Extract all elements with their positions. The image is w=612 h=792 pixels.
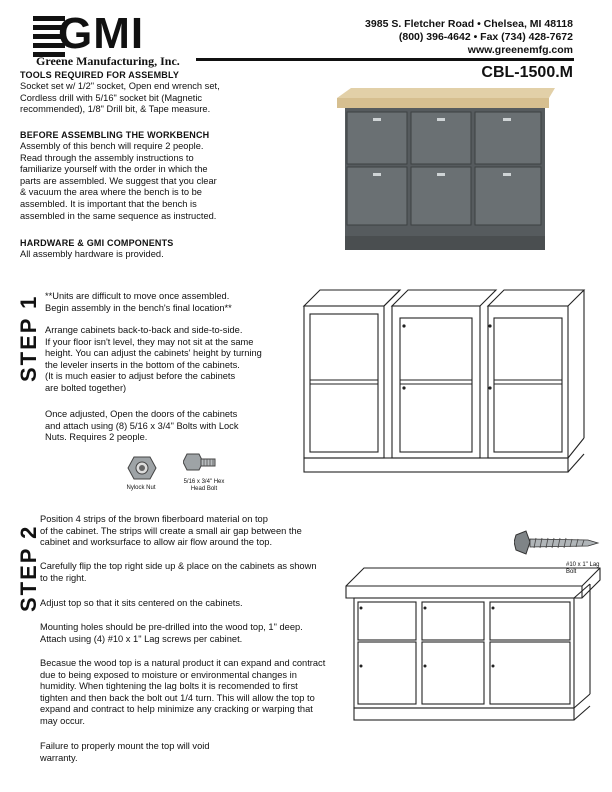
step2-p5: Becasue the wood top is a natural product it can expand and contract due to being exposed to moisture or environmental changes in humidity. When tightening the lag bolts it is recomended to first tighten and then back the bolt out 1/4 turn. This will allow the top to expand and contract to help minimize any cracking or warping that may occur.	[40, 658, 326, 726]
tools-heading: TOOLS REQUIRED FOR ASSEMBLY	[20, 70, 180, 80]
logo-wordmark: GMI	[58, 9, 145, 58]
step1-note: **Units are difficult to move once assembled. Begin assembly in the bench's final location**	[45, 291, 232, 313]
company-phone: (800) 396-4642 • Fax (734) 428-7672	[398, 31, 573, 43]
nylock-nut-caption: Nylock Nut	[126, 485, 156, 491]
nylock-nut-icon	[127, 455, 157, 481]
before-heading: BEFORE ASSEMBLING THE WORKBENCH	[20, 130, 210, 140]
step1-p1: Arrange cabinets back-to-back and side-to-side. If your floor isn't level, they may not sit at the same height. You can adjust the cabinets' height by turning the leveler inserts in the bottom of the cabinets. (It is much easier to adjust before the cabinets are bolted together)	[45, 325, 262, 393]
model-number: CBL-1500.M	[481, 64, 573, 81]
company-name: Greene Manufacturing, Inc.	[36, 54, 180, 68]
step1-p2: Once adjusted, Open the doors of the cabinets and attach using (8) 5/16 x 3/4" Bolts with Lock Nuts. Requires 2 people.	[45, 409, 239, 443]
hardware-heading: HARDWARE & GMI COMPONENTS	[20, 238, 174, 248]
step2-p4: Mounting holes should be pre-drilled into the wood top, 1" deep. Attach using (4) #10 x 1" Lag screws per cabinet.	[40, 622, 303, 644]
step1-label: STEP 1	[16, 294, 41, 382]
hex-bolt-icon	[183, 450, 217, 478]
company-web: www.greenemfg.com	[467, 44, 573, 56]
before-body: Assembly of this bench will require 2 people. Read through the assembly instructions to familiarize yourself with the order in which the parts are assembled. We suggest that you clear & vacuum the area where the bench is to be assembled. It is important that the bench is assembled in the same sequence as instructed.	[20, 141, 217, 221]
hardware-body: All assembly hardware is provided.	[20, 249, 164, 259]
company-address: 3985 S. Fletcher Road • Chelsea, MI 48118	[365, 18, 573, 30]
lag-bolt-caption: #10 x 1" Lag Bolt	[566, 562, 600, 575]
hex-bolt-caption: 5/16 x 3/4" Hex Head Bolt	[183, 479, 225, 492]
workbench-photo	[335, 86, 557, 258]
step2-workbench-drawing	[344, 566, 606, 738]
step2-p3: Adjust top so that it sits centered on the cabinets.	[40, 598, 243, 608]
lag-bolt-icon	[514, 530, 600, 556]
step2-p6: Failure to properly mount the top will void warranty.	[40, 741, 210, 763]
step1-cabinets-drawing	[300, 288, 590, 478]
tools-body: Socket set w/ 1/2" socket, Open end wrench set, Cordless drill with 5/16" socket bit (Magnetic recommended), 1/8" Drill bit, & Tape measure.	[20, 81, 220, 115]
step2-p1: Position 4 strips of the brown fiberboard material on top of the cabinet. The strips will create a small air gap between the cabinet and worksurface to allow air flow around the top.	[40, 514, 302, 548]
step2-p2: Carefully flip the top right side up & place on the cabinets as shown to the right.	[40, 561, 317, 583]
step2-label: STEP 2	[16, 524, 41, 612]
header-rule	[196, 58, 574, 61]
